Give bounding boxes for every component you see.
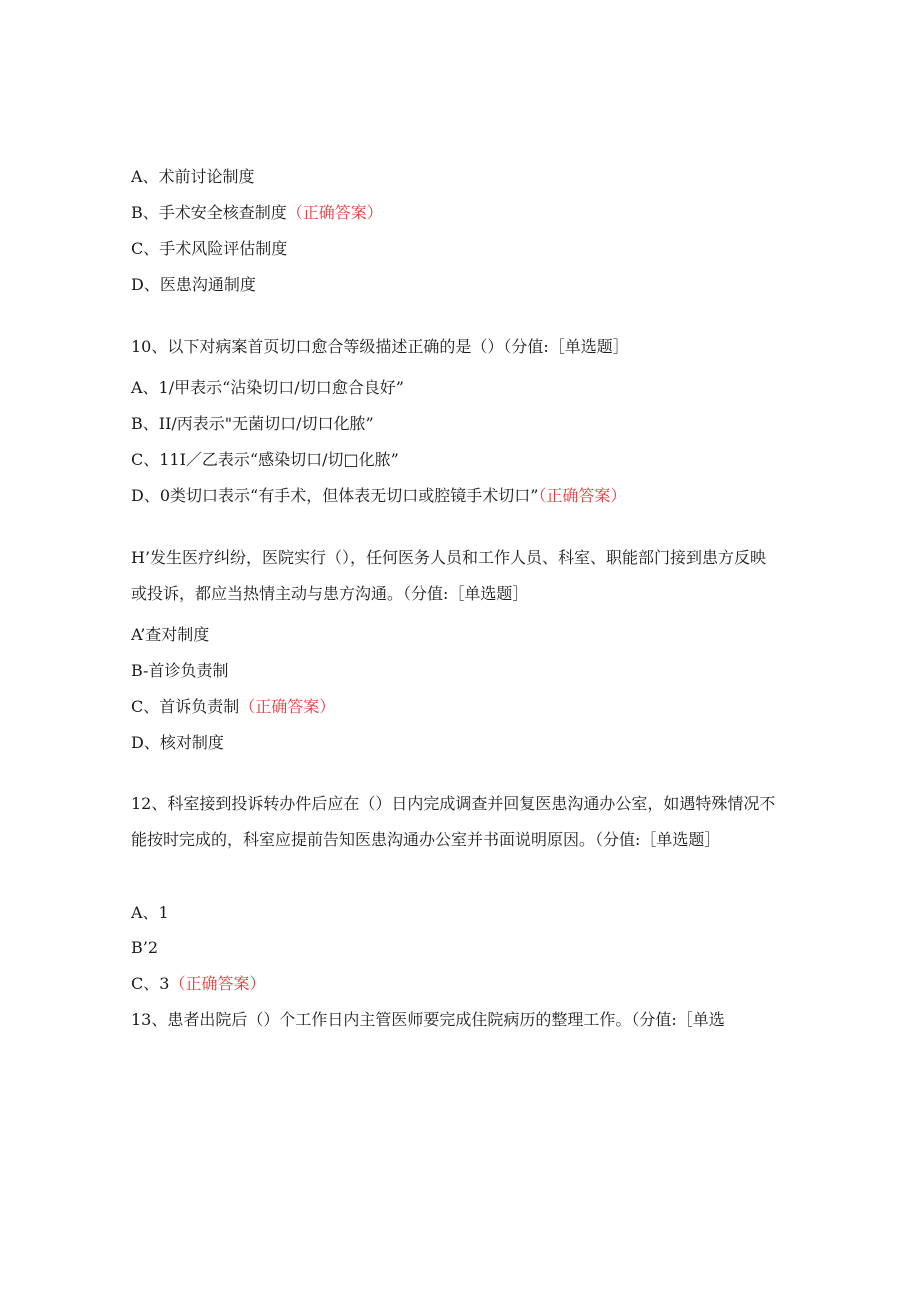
q11-option-d: D、核对制度 xyxy=(131,733,224,752)
q10-option-c: C、11I／乙表示“感染切口/切□化脓” xyxy=(131,450,399,469)
q9-option-a: A、术前讨论制度 xyxy=(131,167,255,186)
q13-stem: 13、患者出院后（）个工作日内主管医师要完成住院病历的整理工作。（分值:［单选 xyxy=(131,1010,725,1029)
q10-option-d: D、0类切口表示“有手术，但体表无切口或腔镜手术切口”（正确答案） xyxy=(131,486,627,505)
q10-option-b: B、II/丙表示"无菌切口/切口化脓” xyxy=(131,414,374,433)
q12-option-a: A、1 xyxy=(131,903,169,922)
correct-answer-tag: （正确答案） xyxy=(239,697,336,716)
correct-answer-tag: （正确答案） xyxy=(286,203,383,222)
correct-answer-tag: （正确答案） xyxy=(169,974,266,993)
q11-option-a: A’查对制度 xyxy=(131,625,210,644)
q9-option-c: C、手术风险评估制度 xyxy=(131,239,288,258)
q12-stem: 12、科室接到投诉转办件后应在（）日内完成调查并回复医患沟通办公室，如遇特殊情况不能按时完成的，科室应提前告知医患沟通办公室并书面说明原因。（分值:［单选题］ xyxy=(131,794,776,849)
q12-option-c: C、3（正确答案） xyxy=(131,974,266,993)
q11-option-b: B-首诊负责制 xyxy=(131,661,229,680)
q9-option-b: B、手术安全核查制度（正确答案） xyxy=(131,203,383,222)
q10-stem: 10、以下对病案首页切口愈合等级描述正确的是（）（分值:［单选题］ xyxy=(131,337,629,356)
q11-option-c: C、首诉负责制（正确答案） xyxy=(131,697,336,716)
correct-answer-tag: （正确答案） xyxy=(538,486,627,505)
q11-stem: H’发生医疗纠纷，医院实行（），任何医务人员和工作人员、科室、职能部门接到患方反映或投诉，都应当热情主动与患方沟通。（分值:［单选题］ xyxy=(131,548,767,603)
q9-option-d: D、医患沟通制度 xyxy=(131,275,256,294)
q10-option-a: A、1/甲表示“沾染切口/切口愈合良好” xyxy=(131,378,404,397)
q12-option-b: B’2 xyxy=(131,938,159,957)
